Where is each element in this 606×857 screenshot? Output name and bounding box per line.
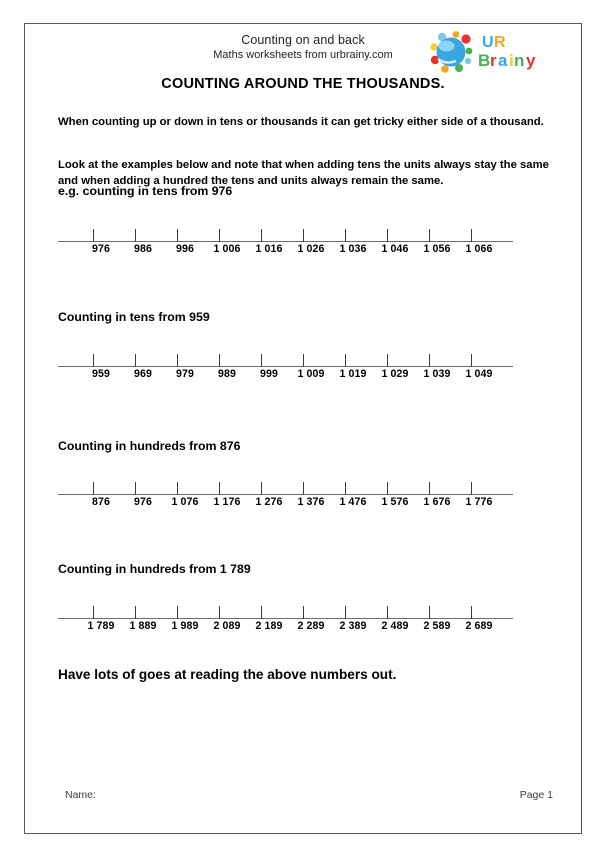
tick-label: 986: [134, 243, 152, 255]
tick-label: 1 019: [339, 368, 367, 380]
section-heading-3: Counting in hundreds from 876: [58, 439, 241, 453]
tick-label: 876: [92, 496, 110, 508]
tick-label: 1 049: [465, 368, 493, 380]
tick-label: 1 006: [213, 243, 241, 255]
svg-text:R: R: [494, 34, 506, 51]
tick-mark: [471, 354, 472, 367]
urbrainy-logo: [428, 29, 548, 77]
tick-label: 1 276: [255, 496, 283, 508]
number-line-axis: [58, 494, 513, 495]
tick-mark: [177, 482, 178, 495]
svg-text:U: U: [482, 34, 494, 51]
tick-label: 999: [260, 368, 278, 380]
tick-label: 1 029: [381, 368, 409, 380]
tick-mark: [135, 354, 136, 367]
tick-label: 1 039: [423, 368, 451, 380]
tick-label: 2 289: [297, 620, 325, 632]
svg-text:n: n: [514, 51, 525, 70]
tick-mark: [387, 354, 388, 367]
tick-mark: [135, 482, 136, 495]
tick-label: 1 016: [255, 243, 283, 255]
tick-label: 1 176: [213, 496, 241, 508]
tick-label: 1 026: [297, 243, 325, 255]
tick-label: 1 476: [339, 496, 367, 508]
tick-mark: [219, 606, 220, 619]
tick-mark: [261, 354, 262, 367]
page-title: COUNTING AROUND THE THOUSANDS.: [161, 76, 445, 92]
svg-text:r: r: [490, 51, 497, 70]
tick-mark: [261, 229, 262, 242]
section-heading-4: Counting in hundreds from 1 789: [58, 562, 251, 576]
tick-mark: [93, 482, 94, 495]
tick-label: 996: [176, 243, 194, 255]
tick-mark: [261, 482, 262, 495]
worksheet-page: [24, 23, 582, 834]
tick-label: 1 676: [423, 496, 451, 508]
intro-paragraph-2: Look at the examples below and note that when adding tens the units always stay the same and when adding a hundred the tens and units always remain the same.: [58, 159, 549, 187]
tick-mark: [177, 354, 178, 367]
tick-mark: [387, 229, 388, 242]
tick-label: 1 889: [129, 620, 157, 632]
tick-label: 959: [92, 368, 110, 380]
tick-mark: [93, 606, 94, 619]
tick-mark: [429, 482, 430, 495]
number-line-axis: [58, 241, 513, 242]
tick-mark: [93, 229, 94, 242]
svg-text:y: y: [526, 51, 536, 70]
svg-text:i: i: [509, 51, 514, 70]
tick-mark: [345, 482, 346, 495]
header-subject: Counting on and back: [241, 33, 365, 47]
tick-label: 2 689: [465, 620, 493, 632]
tick-label: 1 989: [171, 620, 199, 632]
tick-mark: [387, 482, 388, 495]
tick-label: 1 376: [297, 496, 325, 508]
tick-mark: [261, 606, 262, 619]
tick-mark: [303, 482, 304, 495]
tick-label: 979: [176, 368, 194, 380]
tick-mark: [219, 482, 220, 495]
number-line-3: [58, 477, 513, 507]
tick-label: 989: [218, 368, 236, 380]
tick-label: 1 036: [339, 243, 367, 255]
tick-mark: [345, 229, 346, 242]
tick-label: 976: [92, 243, 110, 255]
page-number: Page 1: [519, 789, 553, 801]
number-line-1: [58, 224, 513, 254]
tick-label: 2 489: [381, 620, 409, 632]
tick-mark: [345, 354, 346, 367]
tick-label: 2 389: [339, 620, 367, 632]
tick-mark: [303, 606, 304, 619]
tick-label: 1 046: [381, 243, 409, 255]
number-line-axis: [58, 618, 513, 619]
header-source: Maths worksheets from urbrainy.com: [213, 49, 393, 61]
tick-label: 1 076: [171, 496, 199, 508]
tick-mark: [177, 606, 178, 619]
tick-mark: [135, 229, 136, 242]
svg-text:B: B: [478, 51, 491, 70]
tick-label: 1 576: [381, 496, 409, 508]
tick-mark: [471, 229, 472, 242]
tick-mark: [303, 229, 304, 242]
tick-mark: [471, 606, 472, 619]
section-heading-2: Counting in tens from 959: [58, 310, 210, 324]
tick-label: 969: [134, 368, 152, 380]
closing-instruction: Have lots of goes at reading the above numbers out.: [58, 667, 397, 682]
tick-mark: [303, 354, 304, 367]
tick-mark: [429, 229, 430, 242]
number-line-2: [58, 349, 513, 379]
tick-mark: [345, 606, 346, 619]
tick-mark: [387, 606, 388, 619]
tick-mark: [429, 606, 430, 619]
section-heading-1: e.g. counting in tens from 976: [58, 184, 233, 198]
tick-mark: [471, 482, 472, 495]
number-line-4: [58, 601, 513, 631]
tick-mark: [219, 229, 220, 242]
tick-label: 2 089: [213, 620, 241, 632]
tick-mark: [177, 229, 178, 242]
tick-label: 1 776: [465, 496, 493, 508]
tick-mark: [429, 354, 430, 367]
tick-label: 1 009: [297, 368, 325, 380]
tick-label: 2 189: [255, 620, 283, 632]
tick-label: 976: [134, 496, 152, 508]
tick-label: 1 789: [87, 620, 115, 632]
svg-text:a: a: [498, 51, 508, 70]
number-line-axis: [58, 366, 513, 367]
tick-mark: [135, 606, 136, 619]
tick-label: 2 589: [423, 620, 451, 632]
intro-paragraph-1: When counting up or down in tens or thousands it can get tricky either side of a thousand.: [58, 116, 544, 128]
tick-label: 1 066: [465, 243, 493, 255]
name-field-label: Name:: [65, 789, 96, 801]
tick-mark: [219, 354, 220, 367]
tick-label: 1 056: [423, 243, 451, 255]
tick-mark: [93, 354, 94, 367]
